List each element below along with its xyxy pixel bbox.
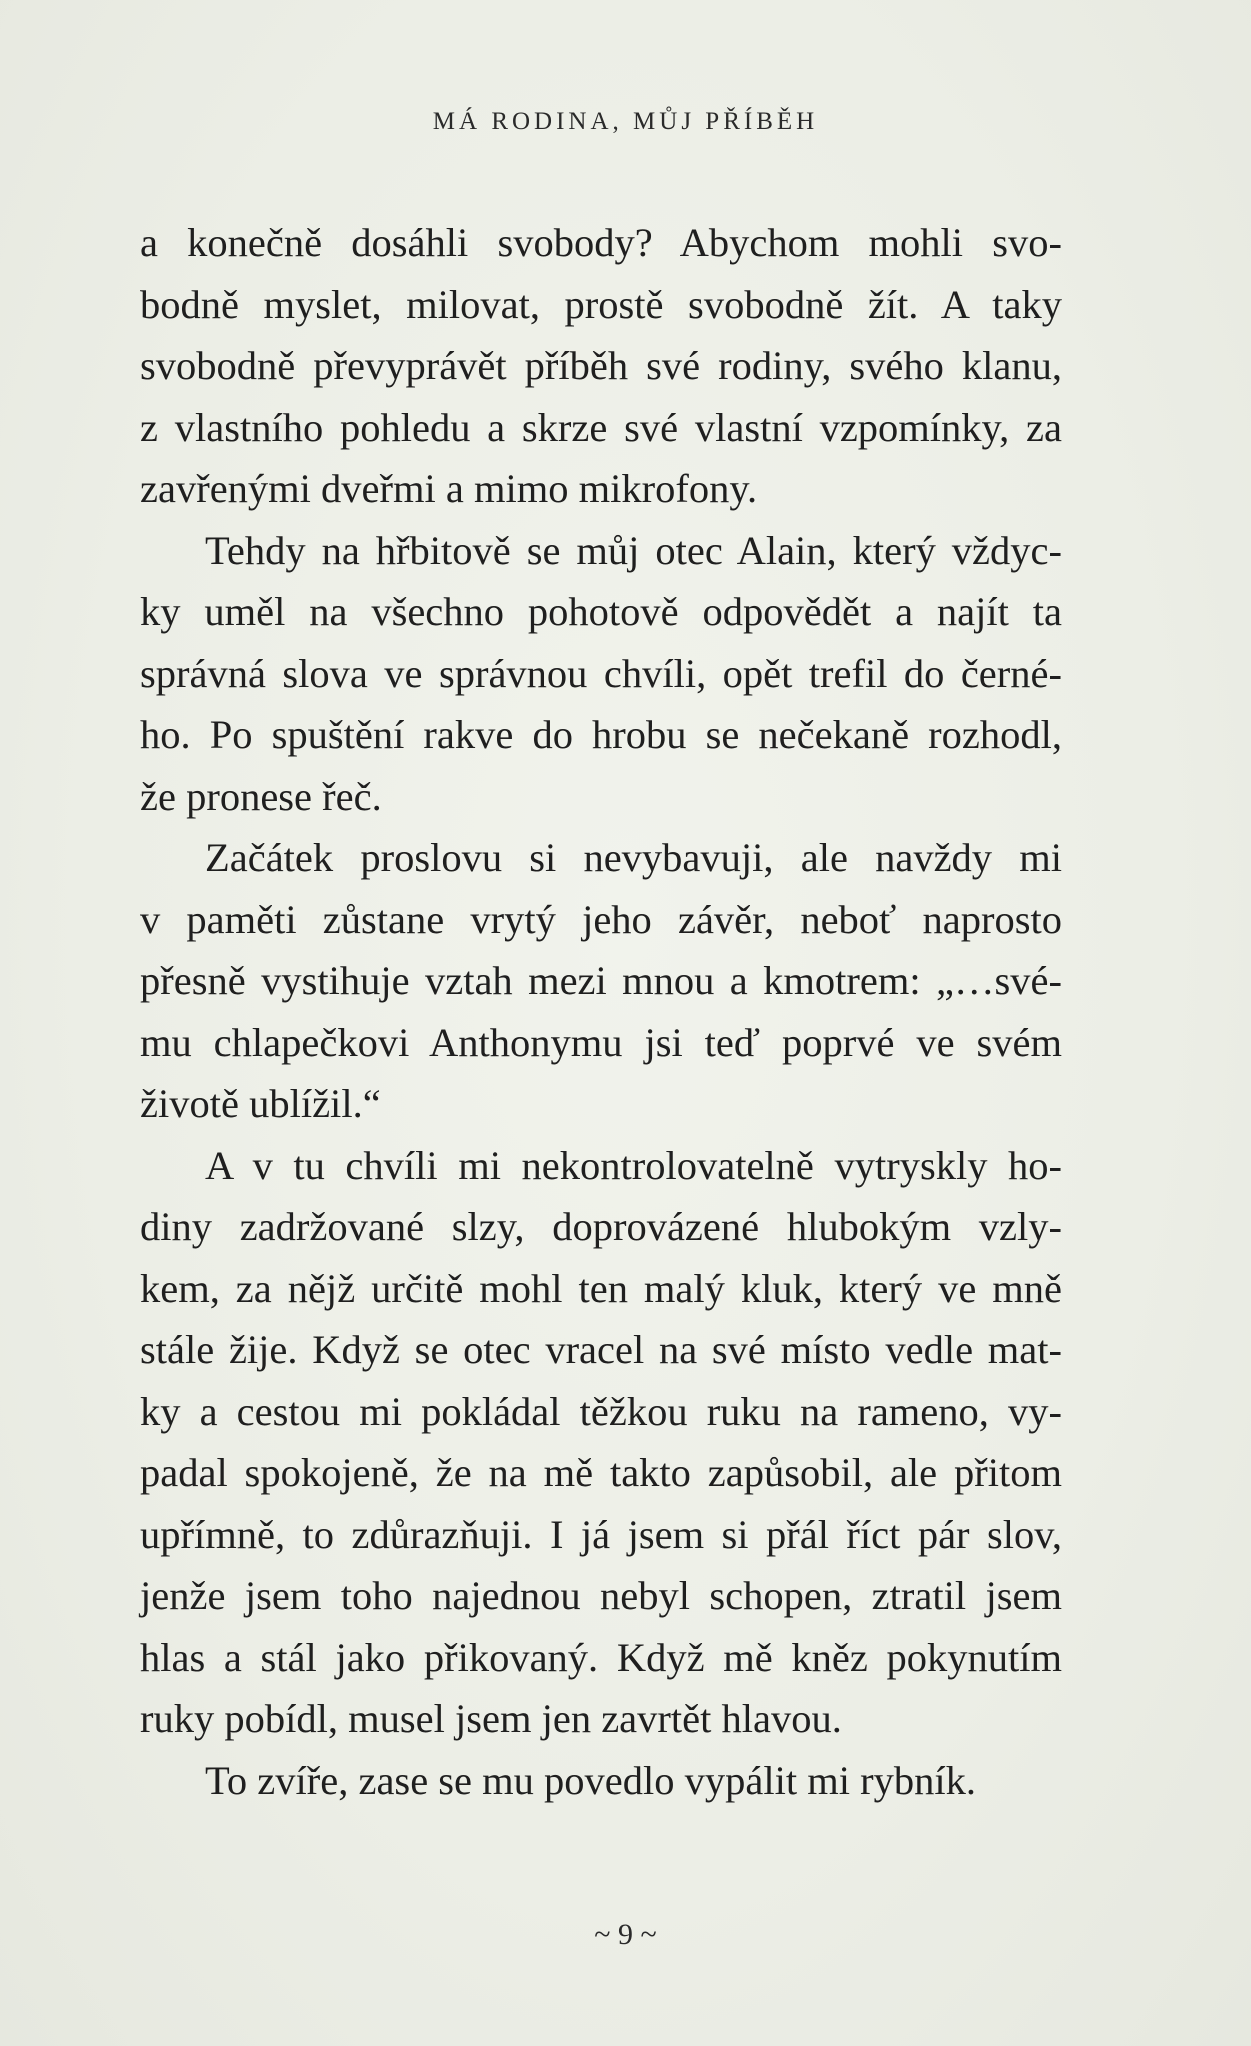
text-line: svobodně převyprávět příběh své rodiny, svého klanu, (140, 343, 1062, 388)
text-line: přesně vystihuje vztah mezi mnou a kmotrem: „…své- (140, 958, 1062, 1003)
text-line: hlas a stál jako přikovaný. Když mě kněz pokynutím (140, 1634, 1062, 1680)
text-line: ruky pobídl, musel jsem jen zavrtět hlavou. (140, 1696, 842, 1741)
text-line: zavřenými dveřmi a mimo mikrofony. (140, 466, 758, 511)
text-line: kem, za nějž určitě mohl ten malý kluk, který ve mně (140, 1265, 1062, 1311)
running-header: MÁ RODINA, MŮJ PŘÍBĚH (432, 108, 819, 135)
text-line: Začátek proslovu si nevybavuji, ale navždy mi (205, 835, 1062, 880)
text-line: správná slova ve správnou chvíli, opět trefil do černé- (140, 650, 1062, 696)
text-line: jenže jsem toho najednou nebyl schopen, ztratil jsem (140, 1573, 1062, 1618)
text-line: v paměti zůstane vrytý jeho závěr, neboť naprosto (140, 896, 1062, 942)
text-line: Tehdy na hřbitově se můj otec Alain, který vždyc- (205, 527, 1062, 573)
body-text (140, 212, 1062, 1811)
text-line: padal spokojeně, že na mě takto zapůsobil, ale přitom (140, 1450, 1062, 1495)
text-line: a konečně dosáhli svobody? Abychom mohli svo- (140, 220, 1062, 265)
page-number: ~ 9 ~ (594, 1918, 657, 1951)
text-line: že pronese řeč. (140, 773, 382, 819)
text-line: A v tu chvíli mi nekontrolovatelně vytryskly ho- (205, 1142, 1062, 1188)
text-line: diny zadržované slzy, doprovázené hlubokým vzly- (140, 1204, 1062, 1249)
text-line: mu chlapečkovi Anthonymu jsi teď poprvé ve svém (140, 1019, 1062, 1065)
text-line: To zvíře, zase se mu povedlo vypálit mi rybník. (205, 1757, 976, 1803)
text-line: upřímně, to zdůrazňuji. I já jsem si přál říct pár slov, (140, 1511, 1062, 1557)
text-line: ho. Po spuštění rakve do hrobu se nečekaně rozhodl, (140, 712, 1062, 757)
text-line: z vlastního pohledu a skrze své vlastní vzpomínky, za (140, 404, 1062, 450)
text-line: životě ublížil.“ (140, 1081, 381, 1126)
text-line: stále žije. Když se otec vracel na své místo vedle mat- (140, 1327, 1062, 1372)
text-line: ky uměl na všechno pohotově odpovědět a najít ta (140, 589, 1062, 634)
text-line: ky a cestou mi pokládal těžkou ruku na rameno, vy- (140, 1388, 1062, 1434)
text-line: bodně myslet, milovat, prostě svobodně žít. A taky (140, 281, 1062, 327)
